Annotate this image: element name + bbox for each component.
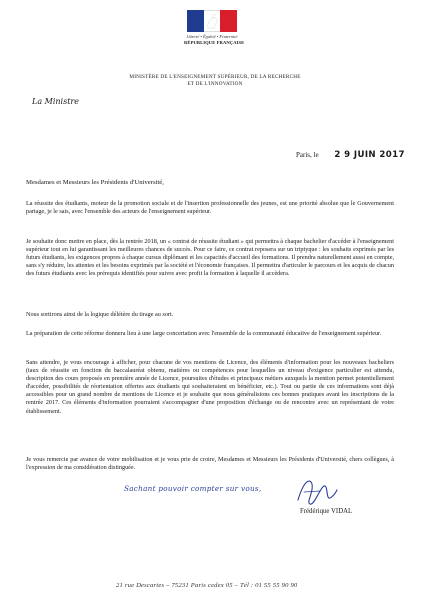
republic-name: RÉPUBLIQUE FRANÇAISE <box>184 40 245 45</box>
footer-address: 21 rue Descartes – 75231 Paris cedex 05 – Tél : 01 55 55 90 90 <box>116 582 298 589</box>
republic-motto: Liberté • Égalité • Fraternité <box>186 34 238 39</box>
ministry-name: MINISTÈRE DE L'ENSEIGNEMENT SUPÉRIEUR, DE LA RECHERCHE ET DE L'INNOVATION <box>129 74 301 87</box>
date-place: Paris, le <box>296 151 319 159</box>
tricolor-flag <box>187 10 237 32</box>
paragraph-3: Nous sortirons ainsi de la logique délétère du tirage au sort. <box>26 311 174 318</box>
handwritten-note: Sachant pouvoir compter sur vous, <box>124 484 262 493</box>
paragraph-5: Sans attendre, je vous encourage à afficher, pour chacune de vos mentions de Licence, des éléments d'information pour les nouveaux bacheliers (taux de réussite en fonction du baccalauréat obtenu, matières ou compétences pour lesquelles un niveau d'exigence particulier est attendu, description des cours proposés en première année de Licence, poursuites d'études et principaux métiers auxquels la mention permet potentiellement d'accéder, possibilités de réorientation offertes aux étudiants qui souhaiteraient en bénéficier, etc.). Tout ou partie de ces informations sont déjà accessibles pour un grand nombre de mentions de Licence et je souhaite que nous généralisions ces bonnes pratiques avant les inscriptions de la rentrée 2017. Ces éléments d'information pourraient s'accompagner d'une proposition d'échange ou de rencontre avec un représentant de votre établissement. <box>26 359 394 415</box>
signatory-name: Frédérique VIDAL <box>300 508 353 515</box>
date-line <box>296 150 405 160</box>
signature-icon <box>290 474 340 510</box>
paragraph-4: La préparation de cette réforme donnera lieu à une large concertation avec l'ensemble de la communauté éducative de l'enseignement supérieur. <box>26 330 382 337</box>
paragraph-6: Je vous remercie par avance de votre mobilisation et je vous prie de croire, Mesdames et Messieurs les Présidents d'Université, chers collègues, à l'expression de ma considération distinguée. <box>26 456 394 472</box>
salutation: Mesdames et Messieurs les Présidents d'Université, <box>26 179 164 186</box>
sender-title: La Ministre <box>32 97 79 106</box>
paragraph-2: Je souhaite donc mettre en place, dès la rentrée 2018, un « contrat de réussite étudiant » qui permettra à chaque bachelier d'accéder à l'enseignement supérieur tout en lui garantissant les meilleures chances de succès. Pour ce faire, ce contrat reposera sur un triptyque : les souhaits exprimés par les futurs étudiants, les exigences propres à chaque cursus diplômant et les capacités d'accueil des formations. Il prendra naturellement aussi en compte, sans s'y réduire, les attentes et les besoins exprimés par la société et l'économie françaises. Il permettra d'articuler le parcours et les acquis de chacun des futurs étudiants avec les prérequis identifiés pour suivre avec profit la formation à laquelle il accèdera. <box>26 238 394 278</box>
marianne-icon <box>204 13 222 29</box>
date-stamp: 2 9 JUIN 2017 <box>334 150 405 160</box>
republic-logo <box>184 10 245 45</box>
paragraph-1: La réussite des étudiants, moteur de la promotion sociale et de l'insertion professionnelle des jeunes, est une priorité absolue que le Gouvernement partage, je le sais, avec l'ensemble des acteurs de l'enseignement supérieur. <box>26 200 394 216</box>
